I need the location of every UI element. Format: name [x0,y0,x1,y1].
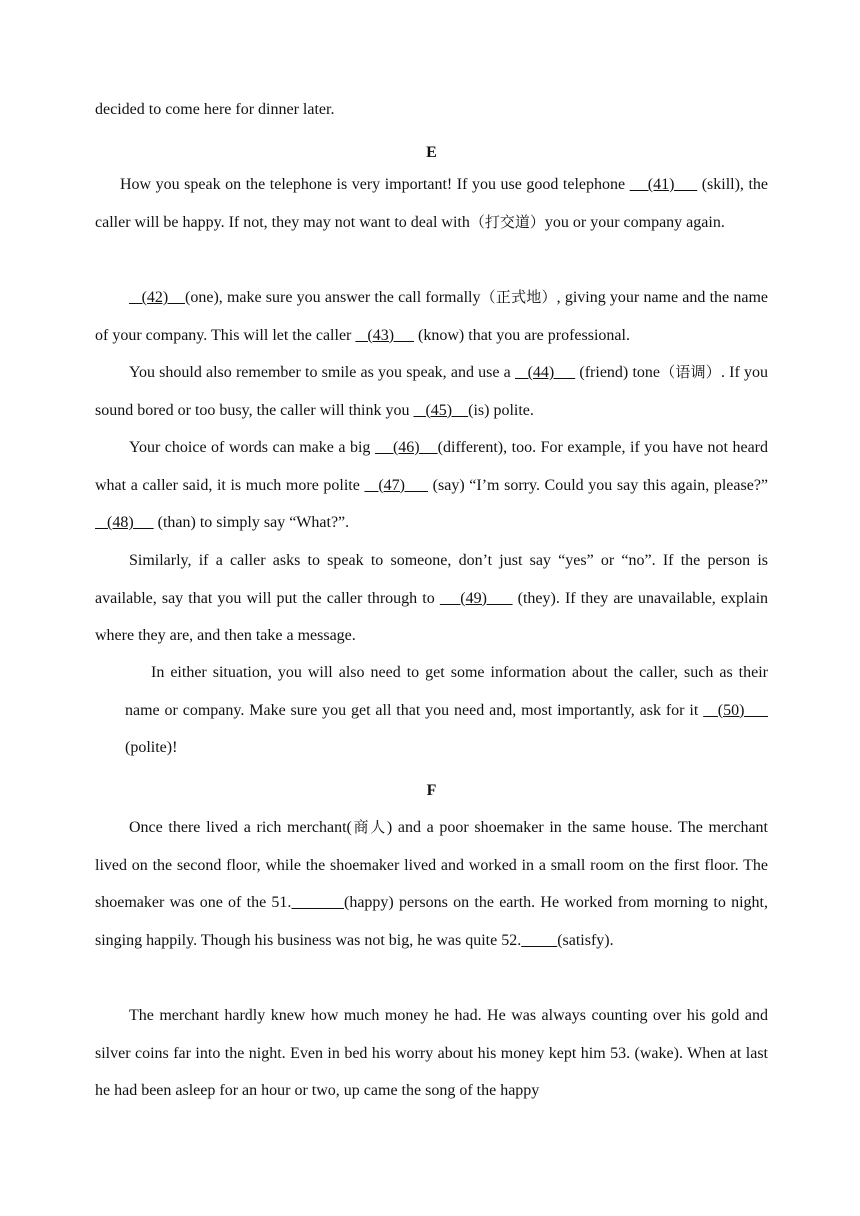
e-p3-text-4: (is) polite. [468,401,534,419]
f-p1-text-4: (satisfy). [557,931,614,949]
section-e-paragraph-2 [95,279,768,354]
e-p3-text-3: . If you sound bored or too busy, the caller will think you [95,364,769,419]
e-p5-text-2: (they). If they are unavailable, explain where they are, and then take a message. [95,589,769,645]
blank-52 [521,932,557,949]
e-p3-chinese-gloss: （语调） [660,363,721,381]
e-p6-text-2: (polite)! [125,739,178,757]
blank-48: (48) [95,514,154,532]
intro-tail-paragraph [95,91,768,129]
section-e-heading: E [426,144,437,161]
blank-50: (50) [703,701,769,719]
blank-45: (45) [413,401,469,419]
e-p1-chinese-gloss: （打交道） [469,212,545,231]
blank-47: (47) [364,476,429,494]
e-p1-text-3: you or your company again. [544,213,725,231]
blank-44: (44) [514,364,576,381]
f-p1-text-3: (happy) persons on the earth. He worked from morning to night, singing happily. Though his business was not big, he was quite 52. [95,894,768,949]
e-p4-text-4: (than) to simply say “What?”. [153,514,350,532]
intro-tail-text: decided to come here for dinner later. [95,101,335,118]
e-p4-text-2: (different), too. For example, if you have not heard what a caller said, it is much more polite [95,439,769,494]
f-p1-text-1: Once there lived a rich merchant( [129,819,352,836]
e-p3-text-1: You should also remember to smile as you speak, and use a [129,364,515,381]
section-f-heading: F [426,782,437,799]
section-f-paragraph-1 [95,809,768,959]
e-p4-text-1: Your choice of words can make a big [129,439,375,456]
e-p2-text-3: (know) that you are professional. [414,326,630,344]
f-p1-chinese-gloss: 商人 [351,818,387,836]
e-p2-chinese-gloss: （正式地） [480,288,557,306]
e-p1-text-2: (skill), the caller will be happy. If not, they may not want to deal with [95,176,769,231]
f-p1-text-2: ) and a poor shoemaker in the same house. The merchant lived on the second floor, while the shoemaker lived and worked in a small room on the first floor. The shoemaker was one of the 51. [95,819,768,912]
blank-49: (49) [439,589,513,607]
blank-41: (41) [629,176,698,193]
blank-51 [291,894,344,911]
f-p2-text-1: The merchant hardly knew how much money he had. He was always counting over his gold and silver coins far into the night. Even in bed his worry about his money kept him 53. (wake). When at last he had been asleep for an hour or two, up came the song of the happy [95,1007,768,1100]
e-p2-text-1: (one), make sure you answer the call formally [185,289,481,306]
section-e-paragraph-4 [95,429,768,542]
section-e-paragraph-5 [95,542,768,655]
e-p6-text-1: In either situation, you will also need to get some information about the caller, such as their name or company. Make sure you get all that you need and, most importantly, ask for it [125,664,768,719]
blank-42: (42) [129,289,186,306]
section-f-paragraph-2 [95,997,768,1110]
blank-46: (46) [374,439,438,456]
e-p1-text-1: How you speak on the telephone is very important! If you use good telephone [120,176,630,193]
e-p3-text-2: (friend) tone [575,364,660,381]
e-p5-text-1: Similarly, if a caller asks to speak to someone, don’t just say “yes” or “no”. If the person is available, say that you will put the caller through to [95,552,768,607]
blank-43: (43) [355,326,415,344]
section-e-paragraph-6 [125,654,768,767]
e-p4-text-3: (say) “I’m sorry. Could you say this again, please?” [428,476,769,494]
section-e-paragraph-3 [95,354,768,429]
e-p2-text-2: , giving your name and the name of your company. This will let the caller [95,289,768,344]
section-e-paragraph-1 [95,166,768,241]
